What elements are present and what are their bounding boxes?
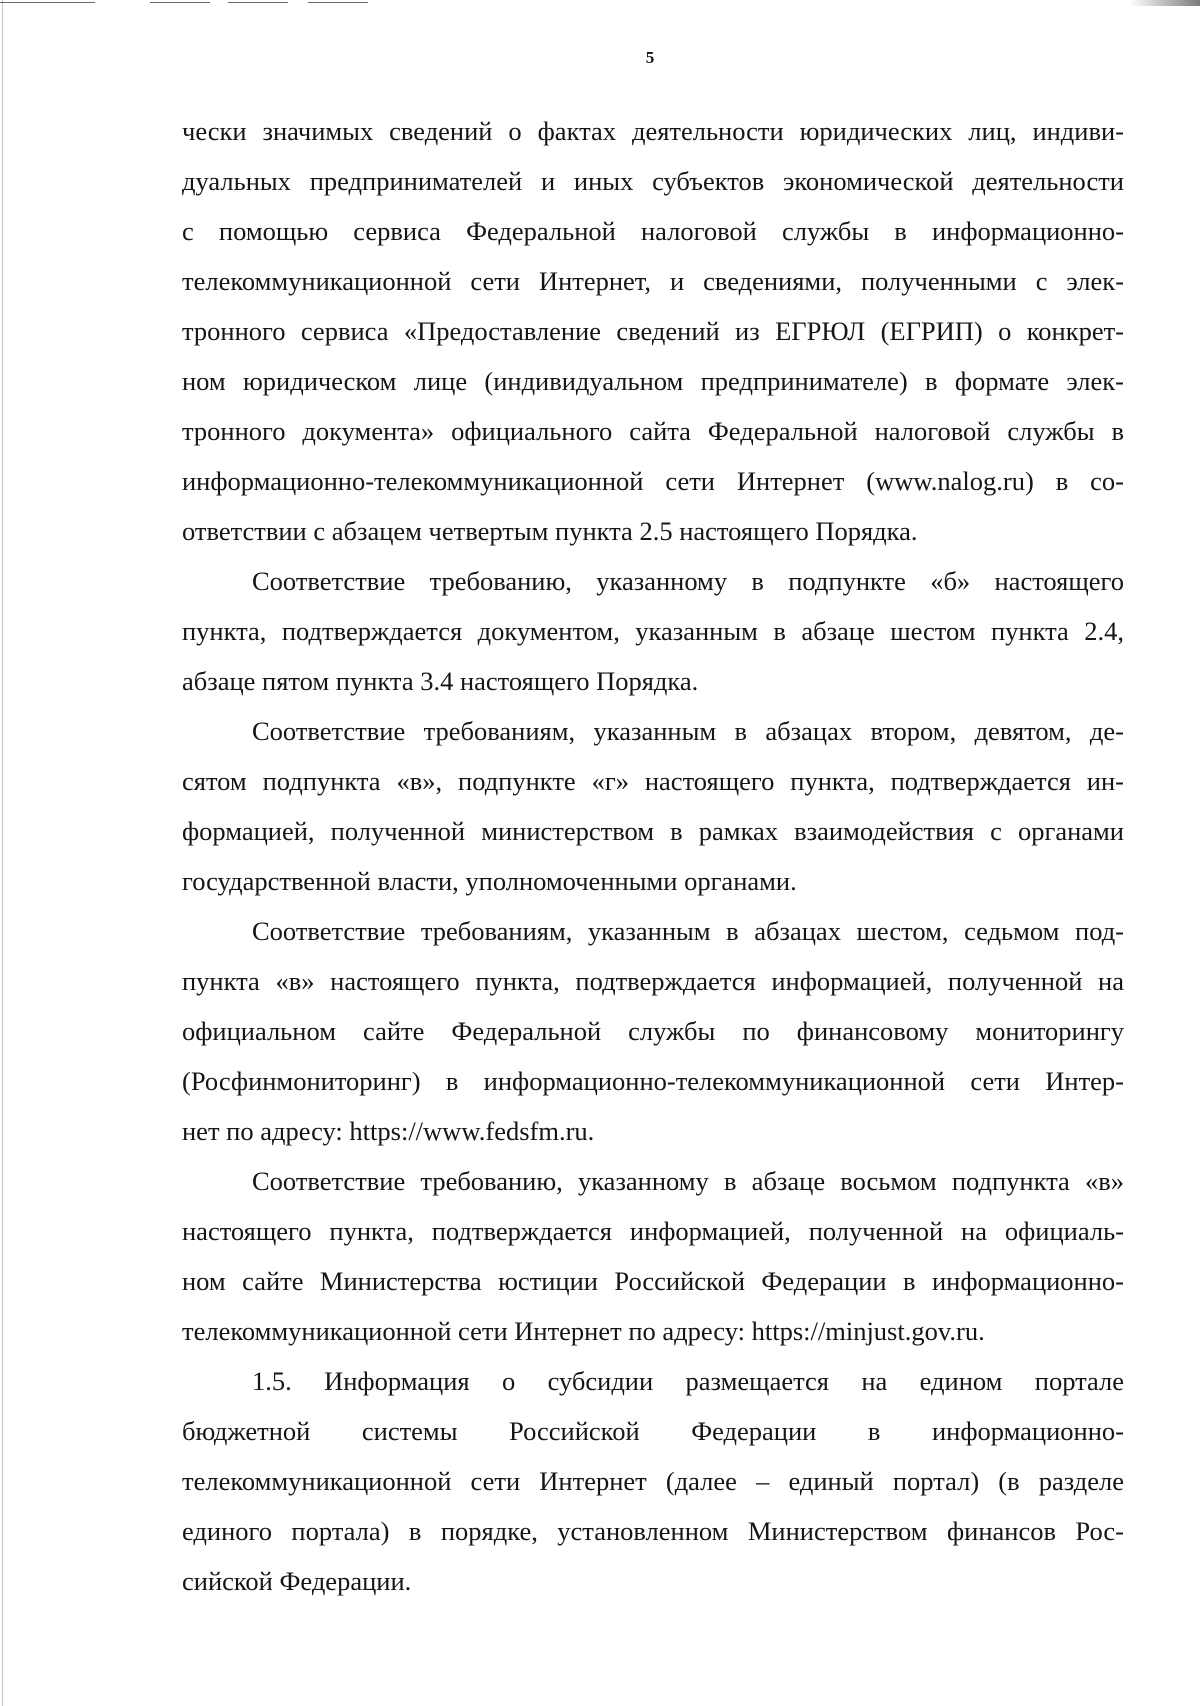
paragraph xyxy=(182,106,1124,556)
text-line: информационно-телекоммуникационной сети Интернет (www.nalog.ru) в со- xyxy=(182,466,1124,496)
text-line: Соответствие требованиям, указанным в абзацах втором, девятом, де- xyxy=(252,716,1124,746)
text-line: телекоммуникационной сети Интернет по адресу: https://minjust.gov.ru. xyxy=(182,1316,985,1346)
text-line: сятом подпункта «в», подпункте «г» настоящего пункта, подтверждается ин- xyxy=(182,766,1124,796)
text-line: Соответствие требованиям, указанным в абзацах шестом, седьмом под- xyxy=(252,916,1124,946)
text-line: ном сайте Министерства юстиции Российской Федерации в информационно- xyxy=(182,1266,1124,1296)
text-line: настоящего пункта, подтверждается информацией, полученной на официаль- xyxy=(182,1216,1124,1246)
text-line: Соответствие требованию, указанному в абзаце восьмом подпункта «в» xyxy=(252,1166,1124,1196)
text-line: абзаце пятом пункта 3.4 настоящего Порядка. xyxy=(182,666,699,696)
text-line: официальном сайте Федеральной службы по финансовому мониторингу xyxy=(182,1016,1124,1046)
text-line: пункта «в» настоящего пункта, подтверждается информацией, полученной на xyxy=(182,966,1124,996)
text-line: Соответствие требованию, указанному в подпункте «б» настоящего xyxy=(252,566,1124,596)
text-line: (Росфинмониторинг) в информационно-телекоммуникационной сети Интер- xyxy=(182,1066,1124,1096)
paragraph xyxy=(182,706,1124,906)
text-line: телекоммуникационной сети Интернет (далее – единый портал) (в разделе xyxy=(182,1466,1124,1496)
scan-artifact-line xyxy=(308,2,368,3)
paragraph xyxy=(182,1356,1124,1606)
text-line: с помощью сервиса Федеральной налоговой службы в информационно- xyxy=(182,216,1124,246)
scan-artifact-line xyxy=(228,2,288,3)
text-line: бюджетной системы Российской Федерации в информационно- xyxy=(182,1416,1124,1446)
text-line: формацией, полученной министерством в рамках взаимодействия с органами xyxy=(182,816,1124,846)
paragraph xyxy=(182,906,1124,1156)
text-line: дуальных предпринимателей и иных субъектов экономической деятельности xyxy=(182,166,1124,196)
text-line: единого портала) в порядке, установленном Министерством финансов Рос- xyxy=(182,1516,1124,1546)
scan-artifact-line xyxy=(0,2,95,3)
scan-artifact-line xyxy=(150,2,210,3)
document-body xyxy=(182,106,1124,1606)
text-line: 1.5. Информация о субсидии размещается на едином портале xyxy=(252,1366,1124,1396)
text-line: нет по адресу: https://www.fedsfm.ru. xyxy=(182,1116,595,1146)
text-line: телекоммуникационной сети Интернет, и сведениями, полученными с элек- xyxy=(182,266,1124,296)
page-number: 5 xyxy=(645,48,655,67)
scan-artifact-corner xyxy=(1130,0,1200,6)
paragraph xyxy=(182,1156,1124,1356)
text-line: пункта, подтверждается документом, указанным в абзаце шестом пункта 2.4, xyxy=(182,616,1124,646)
text-line: ном юридическом лице (индивидуальном предпринимателе) в формате элек- xyxy=(182,366,1124,396)
text-line: государственной власти, уполномоченными органами. xyxy=(182,866,797,896)
text-line: тронного сервиса «Предоставление сведений из ЕГРЮЛ (ЕГРИП) о конкрет- xyxy=(182,316,1124,346)
text-line: сийской Федерации. xyxy=(182,1566,412,1596)
text-line: ответствии с абзацем четвертым пункта 2.5 настоящего Порядка. xyxy=(182,516,918,546)
scan-artifact-edge xyxy=(2,0,3,1706)
text-line: чески значимых сведений о фактах деятельности юридических лиц, индиви- xyxy=(182,116,1124,146)
text-line: тронного документа» официального сайта Федеральной налоговой службы в xyxy=(182,416,1124,446)
paragraph xyxy=(182,556,1124,706)
